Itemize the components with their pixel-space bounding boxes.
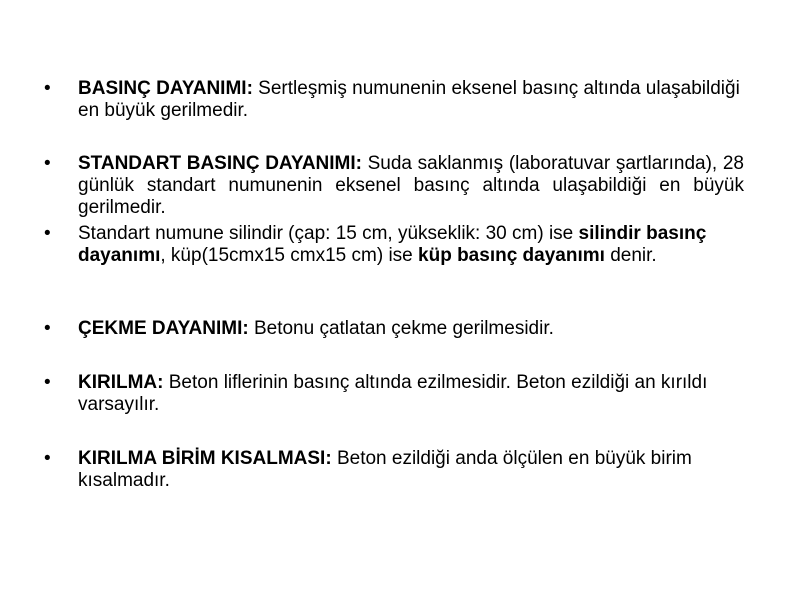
bullet-text xyxy=(78,78,744,122)
bullet-text xyxy=(78,448,744,492)
bullet-marker: • xyxy=(44,223,51,244)
bullet-marker: • xyxy=(44,78,51,99)
term-definition: Suda saklanmış (laboratuvar şartlarında), 28 günlük standart numunenin eksenel basınç altında ulaşabildiği en büyük gerilmedir. xyxy=(78,153,744,218)
term-definition: Beton liflerinin basınç altında ezilmesidir. Beton ezildiği an kırıldı varsayılır. xyxy=(78,372,708,415)
term-label: KIRILMA: xyxy=(78,372,164,393)
text-part: , küp(15cmx15 cmx15 cm) ise xyxy=(160,245,419,266)
bullet-marker: • xyxy=(44,448,51,469)
bullet-marker: • xyxy=(44,318,51,339)
bullet-marker: • xyxy=(44,153,51,174)
text-part: denir. xyxy=(604,245,657,266)
term-label: STANDART BASINÇ DAYANIMI: xyxy=(78,153,362,174)
bullet-text xyxy=(78,318,744,340)
bullet-text xyxy=(78,372,744,416)
term-definition: Sertleşmiş numunenin eksenel basınç altında ulaşabildiği en büyük gerilmedir. xyxy=(78,78,740,121)
bullet-text xyxy=(78,153,744,219)
term-definition: Beton ezildiği anda ölçülen en büyük birim kısalmadır. xyxy=(78,448,692,491)
term-label: ÇEKME DAYANIMI: xyxy=(78,318,249,339)
text-part: Standart numune silindir (çap: 15 cm, yükseklik: 30 cm) ise xyxy=(78,223,579,244)
bullet-marker: • xyxy=(44,372,51,393)
emphasis-silindir: silindir basınç dayanımı xyxy=(78,223,707,266)
term-label: KIRILMA BİRİM KISALMASI: xyxy=(78,448,332,469)
term-definition: Betonu çatlatan çekme gerilmesidir. xyxy=(248,318,554,339)
bullet-text xyxy=(78,223,744,267)
emphasis-kup: küp basınç dayanımı xyxy=(418,245,605,266)
term-label: BASINÇ DAYANIMI: xyxy=(78,78,253,99)
